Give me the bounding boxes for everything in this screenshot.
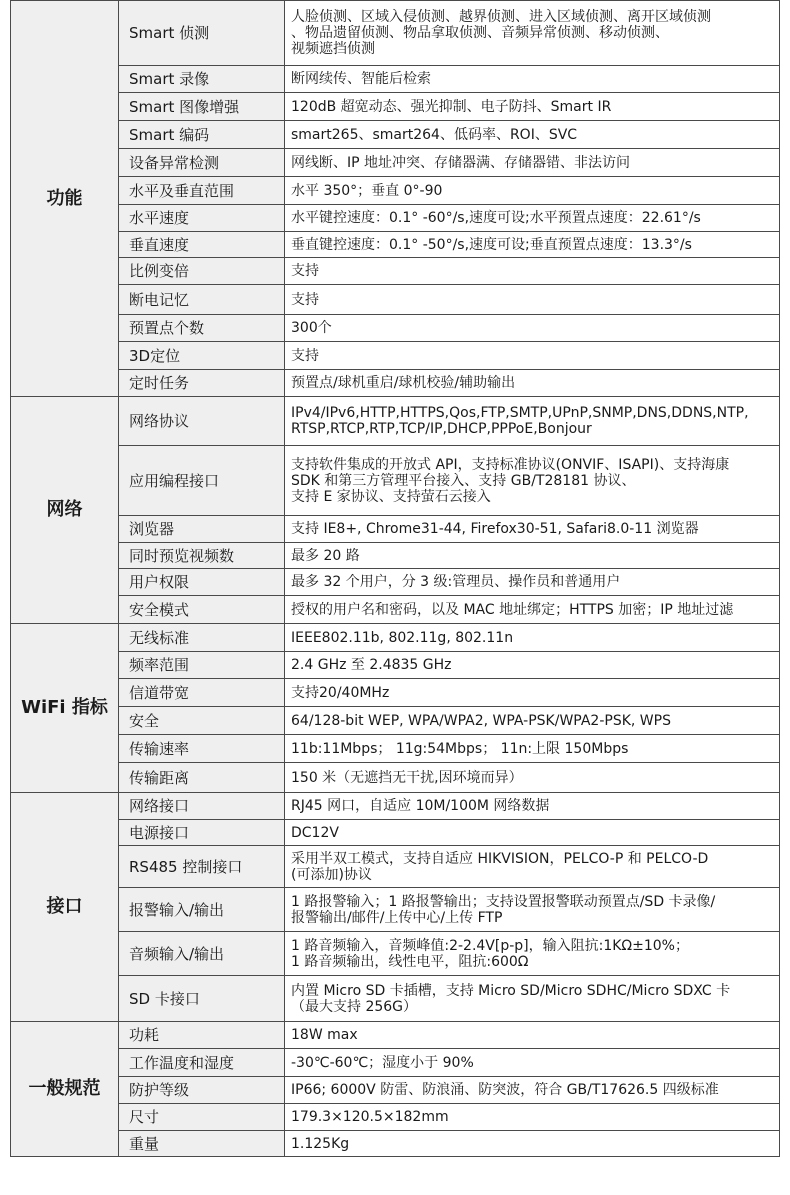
spec-value: 支持 [291,263,319,279]
spec-value: 网线断、IP 地址冲突、存储器满、存储器错、非法访问 [291,154,631,171]
spec-value: 300个 [291,320,332,336]
spec-key: 应用编程接口 [119,446,285,516]
spec-row [11,1104,780,1131]
spec-row [11,1131,780,1157]
spec-value: 预置点/球机重启/球机校验/辅助输出 [291,375,516,391]
spec-key: Smart 侦测 [119,1,285,66]
spec-key: 尺寸 [119,1104,285,1131]
spec-key: 水平及垂直范围 [119,177,285,205]
spec-value: 最多 32 个用户，分 3 级:管理员、操作员和普通用户 [291,574,621,590]
spec-key: 网络协议 [119,397,285,446]
spec-value: IP66; 6000V 防雷、防浪涌、防突波，符合 GB/T17626.5 四级标准 [291,1082,719,1098]
spec-value-cell [285,205,780,232]
spec-value: 120dB 超宽动态、强光抑制、电子防抖、Smart IR [291,98,612,115]
spec-value-cell [285,232,780,258]
spec-value-cell [285,932,780,976]
spec-value-cell [285,285,780,315]
spec-row [11,232,780,258]
spec-key: 定时任务 [119,370,285,397]
spec-value: 150 米（无遮挡无干扰,因环境而异） [291,769,523,786]
spec-key: 报警输入/输出 [119,888,285,932]
spec-key: 传输速率 [119,735,285,763]
spec-value-cell [285,976,780,1022]
spec-row [11,932,780,976]
spec-value-cell [285,1131,780,1157]
spec-value-cell [285,763,780,793]
spec-value-cell [285,652,780,679]
spec-row [11,1022,780,1049]
spec-key: 安全模式 [119,596,285,624]
spec-value: 1.125Kg [291,1135,350,1152]
spec-value: smart265、smart264、低码率、ROI、SVC [291,126,578,143]
spec-key: 设备异常检测 [119,149,285,177]
spec-value-cell [285,1104,780,1131]
spec-table-body [11,1,780,1157]
spec-row [11,121,780,149]
spec-row [11,397,780,446]
spec-value: 垂直键控速度：0.1° -50°/s,速度可设;垂直预置点速度：13.3°/s [291,236,692,253]
section-category: 接口 [11,793,119,1022]
spec-key: 音频输入/输出 [119,932,285,976]
spec-value-cell [285,121,780,149]
spec-row [11,66,780,93]
spec-key: 信道带宽 [119,679,285,707]
spec-value-cell [285,543,780,569]
spec-row [11,820,780,846]
spec-row [11,1,780,66]
section-category: 一般规范 [11,1022,119,1157]
spec-key: 断电记忆 [119,285,285,315]
spec-key: 3D定位 [119,342,285,370]
spec-row [11,846,780,888]
spec-row [11,1077,780,1104]
spec-value: 64/128-bit WEP, WPA/WPA2, WPA-PSK/WPA2-PSK, WPS [291,712,671,729]
spec-value-cell [285,679,780,707]
spec-value: 179.3×120.5×182mm [291,1109,449,1125]
spec-key: 功耗 [119,1022,285,1049]
spec-row [11,763,780,793]
spec-key: Smart 编码 [119,121,285,149]
spec-key: 无线标准 [119,624,285,652]
spec-key: 工作温度和湿度 [119,1049,285,1077]
spec-value: 支持 [291,291,319,308]
spec-value: 采用半双工模式，支持自适应 HIKVISION，PELCO-P 和 PELCO-D (可添加)协议 [291,850,709,883]
spec-value-cell [285,596,780,624]
spec-row [11,707,780,735]
spec-value-cell [285,342,780,370]
spec-value: 水平键控速度：0.1° -60°/s,速度可设;水平预置点速度：22.61°/s [291,210,701,226]
spec-row [11,888,780,932]
spec-key: 传输距离 [119,763,285,793]
spec-value-cell [285,177,780,205]
section-category: 网络 [11,397,119,624]
spec-key: 防护等级 [119,1077,285,1104]
spec-row [11,149,780,177]
spec-value-cell [285,888,780,932]
spec-value: 最多 20 路 [291,547,360,564]
spec-value: 18W max [291,1027,358,1043]
spec-value-cell [285,258,780,285]
spec-value-cell [285,820,780,846]
spec-key: 频率范围 [119,652,285,679]
spec-row [11,652,780,679]
spec-value: 2.4 GHz 至 2.4835 GHz [291,657,452,673]
spec-value: RJ45 网口，自适应 10M/100M 网络数据 [291,798,550,814]
spec-key: 重量 [119,1131,285,1157]
spec-value: 内置 Micro SD 卡插槽，支持 Micro SD/Micro SDHC/Micro SDXC 卡 （最大支持 256G） [291,982,731,1015]
spec-key: RS485 控制接口 [119,846,285,888]
spec-value-cell [285,446,780,516]
spec-value: 断网续传、智能后检索 [291,71,431,87]
spec-value-cell [285,624,780,652]
spec-value-cell [285,735,780,763]
spec-value-cell [285,315,780,342]
spec-value-cell [285,516,780,543]
spec-row [11,976,780,1022]
spec-value: IEEE802.11b, 802.11g, 802.11n [291,629,514,646]
spec-value: 1 路音频输入，音频峰值:2-2.4V[p-p]，输入阻抗:1KΩ±10%； 1 路音频输出，线性电平，阻抗:600Ω [291,937,689,970]
spec-row [11,285,780,315]
spec-row [11,624,780,652]
spec-value: 支持软件集成的开放式 API，支持标准协议(ONVIF、ISAPI)、支持海康 SDK 和第三方管理平台接入、支持 GB/T28181 协议、 支持 E 家协议、支持萤石云接入 [291,456,730,505]
spec-row [11,569,780,596]
spec-row [11,735,780,763]
spec-key: 安全 [119,707,285,735]
spec-value: DC12V [291,824,339,841]
spec-key: 浏览器 [119,516,285,543]
spec-value: 支持 [291,347,319,364]
spec-value: 11b:11Mbps； 11g:54Mbps； 11n:上限 150Mbps [291,740,629,757]
spec-row [11,679,780,707]
spec-value: 支持20/40MHz [291,684,390,701]
spec-value: 支持 IE8+, Chrome31-44, Firefox30-51, Safari8.0-11 浏览器 [291,521,699,537]
spec-value-cell [285,66,780,93]
spec-key: 比例变倍 [119,258,285,285]
spec-row [11,205,780,232]
spec-value-cell [285,93,780,121]
spec-value-cell [285,569,780,596]
spec-key: Smart 图像增强 [119,93,285,121]
spec-row [11,342,780,370]
spec-row [11,1049,780,1077]
spec-key: 电源接口 [119,820,285,846]
spec-value-cell [285,370,780,397]
spec-key: SD 卡接口 [119,976,285,1022]
spec-key: 网络接口 [119,793,285,820]
spec-key: 垂直速度 [119,232,285,258]
spec-value-cell [285,397,780,446]
spec-value-cell [285,1077,780,1104]
spec-row [11,516,780,543]
spec-value: 水平 350°；垂直 0°-90 [291,182,443,199]
spec-value: IPv4/IPv6,HTTP,HTTPS,Qos,FTP,SMTP,UPnP,SNMP,DNS,DDNS,NTP, RTSP,RTCP,RTP,TCP/IP,DHCP,PPPoE,Bonjour [291,405,749,437]
spec-value: 人脸侦测、区域入侵侦测、越界侦测、进入区域侦测、离开区域侦测 、物品遗留侦测、物品拿取侦测、音频异常侦测、移动侦测、 视频遮挡侦测 [291,9,711,57]
spec-value-cell [285,793,780,820]
spec-row [11,543,780,569]
spec-row [11,258,780,285]
section-category: 功能 [11,1,119,397]
spec-value-cell [285,1022,780,1049]
spec-value-cell [285,707,780,735]
spec-row [11,177,780,205]
spec-row [11,370,780,397]
spec-key: 预置点个数 [119,315,285,342]
spec-row [11,315,780,342]
spec-key: 用户权限 [119,569,285,596]
spec-row [11,93,780,121]
spec-key: 水平速度 [119,205,285,232]
spec-value: -30℃-60℃；湿度小于 90% [291,1054,474,1071]
spec-value-cell [285,1,780,66]
spec-key: 同时预览视频数 [119,543,285,569]
spec-value: 授权的用户名和密码，以及 MAC 地址绑定；HTTPS 加密；IP 地址过滤 [291,601,734,618]
spec-key: Smart 录像 [119,66,285,93]
spec-row [11,446,780,516]
spec-row [11,793,780,820]
spec-table [10,0,780,1157]
spec-value-cell [285,149,780,177]
spec-value-cell [285,1049,780,1077]
spec-row [11,596,780,624]
section-category: WiFi 指标 [11,624,119,793]
spec-value: 1 路报警输入；1 路报警输出；支持设置报警联动预置点/SD 卡录像/ 报警输出/邮件/上传中心/上传 FTP [291,893,716,926]
spec-value-cell [285,846,780,888]
